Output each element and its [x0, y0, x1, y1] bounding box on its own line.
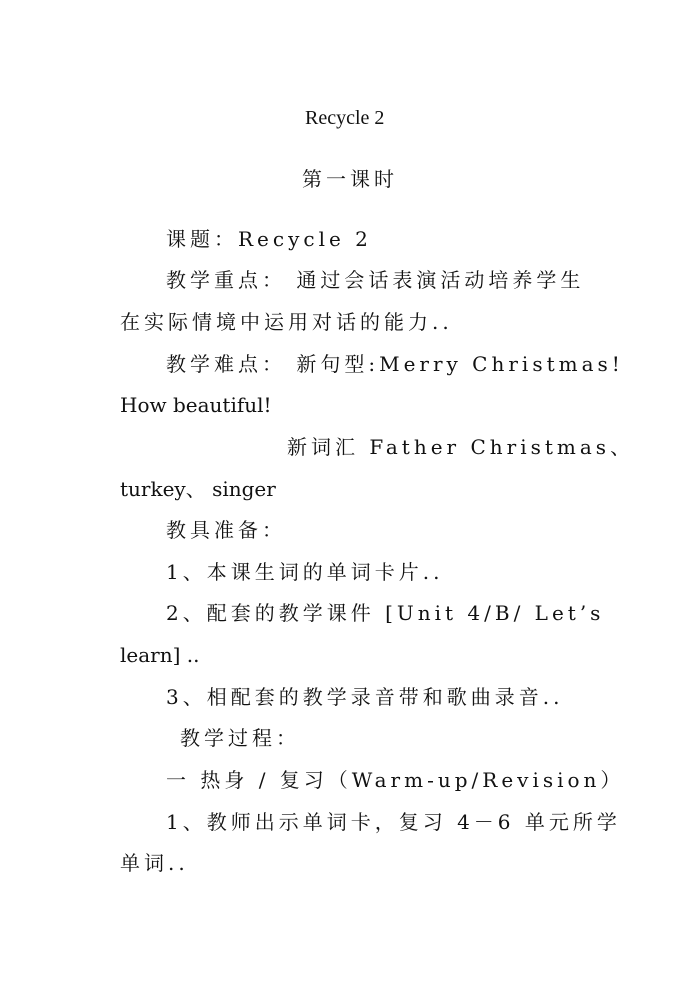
key-point-line: 教学重点： 通过会话表演活动培养学生	[166, 268, 585, 292]
materials-item-1: 1、本课生词的单词卡片..	[166, 560, 444, 584]
key-point-continued: 在实际情境中运用对话的能力..	[120, 310, 453, 334]
materials-item-2-continued: learn] ..	[120, 643, 200, 667]
difficulty-continued: How beautiful!	[120, 393, 272, 417]
warmup-heading: 一 热身 / 复习（Warm-up/Revision）	[166, 768, 625, 792]
warmup-step-1-continued: 单词..	[120, 851, 189, 875]
procedure-heading: 教学过程：	[180, 726, 300, 750]
warmup-step-1: 1、教师出示单词卡，复习 4－6 单元所学	[166, 810, 621, 834]
vocabulary-line: 新词汇 Father Christmas、	[287, 435, 635, 459]
difficulty-line: 教学难点： 新句型:Merry Christmas!	[166, 352, 624, 376]
materials-heading: 教具准备：	[166, 518, 286, 542]
lesson-number: 第一课时	[302, 167, 398, 191]
vocabulary-continued: turkey、 singer	[120, 477, 276, 501]
materials-item-2: 2、配套的教学课件 [Unit 4/B/ Let’s	[166, 601, 605, 625]
topic-line: 课题：Recycle 2	[166, 227, 372, 251]
materials-item-3: 3、相配套的教学录音带和歌曲录音..	[166, 685, 564, 709]
document-title: Recycle 2	[305, 107, 385, 129]
